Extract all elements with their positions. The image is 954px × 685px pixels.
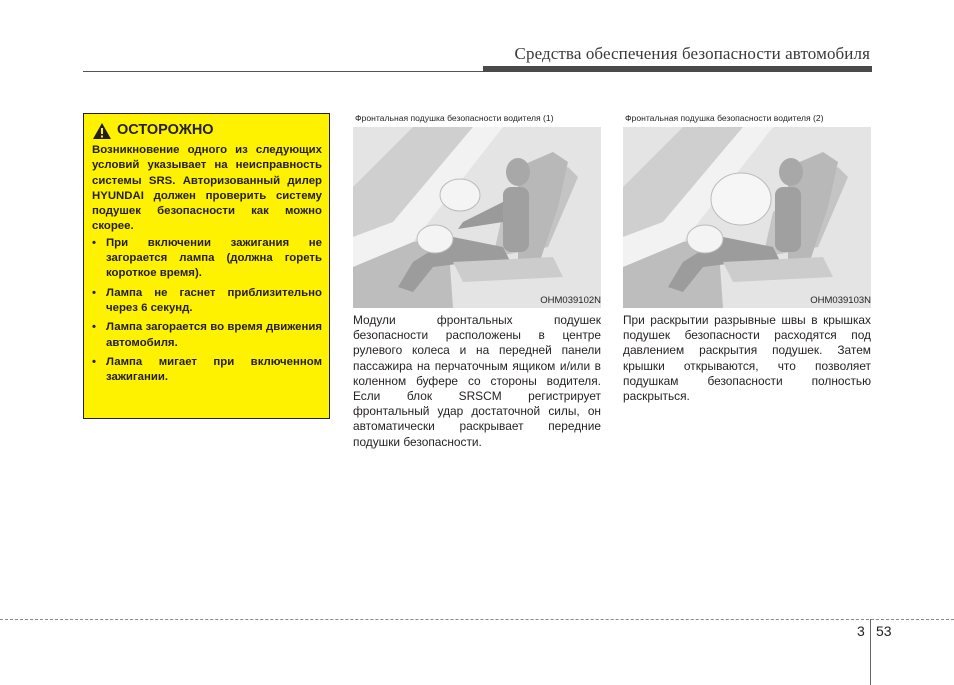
bullet: • — [92, 236, 96, 249]
airbag-illustration-1 — [353, 127, 601, 308]
warning-list — [92, 236, 322, 386]
figure-2-illustration — [623, 127, 871, 308]
warning-intro: Возникновение одного из следующих условий указывает на неисправность системы SRS. Авторизованный дилер HYUNDAI должен проверить систему подушек безопасности как можно скорее. — [92, 144, 322, 233]
header-rule-thin — [83, 71, 483, 72]
bullet: • — [92, 286, 96, 299]
figure-2-text: При раскрытии разрывные швы в крышках подушек безопасности расходятся под давлением раскрытия подушек. Затем крышки открываются, что позволяет подушкам безопасности полностью раскрыться. — [623, 313, 871, 404]
warning-triangle-icon — [92, 122, 112, 140]
page-number: 53 — [876, 623, 892, 639]
warning-item-text: Лампа не гаснет приблизительно через 6 секунд. — [106, 286, 322, 314]
figure-1-code: OHM039102N — [540, 295, 601, 306]
warning-item-text: Лампа загорается во время движения автомобиля. — [106, 321, 322, 349]
bullet: • — [92, 321, 96, 334]
warning-list-item — [92, 355, 322, 386]
warning-item-text: При включении зажигания не загорается лампа (должна гореть короткое время). — [106, 236, 322, 280]
warning-box — [83, 113, 330, 419]
figure-2-caption: Фронтальная подушка безопасности водителя (2) — [625, 113, 824, 123]
footer-vertical-rule — [870, 619, 871, 685]
bullet: • — [92, 355, 96, 368]
footer-divider — [0, 619, 954, 620]
warning-list-item — [92, 320, 322, 351]
figure-1-illustration — [353, 127, 601, 308]
figure-1-caption: Фронтальная подушка безопасности водителя (1) — [355, 113, 554, 123]
header-rule-thick — [483, 66, 872, 72]
figure-2-code: OHM039103N — [810, 295, 871, 306]
airbag-illustration-2 — [623, 127, 871, 308]
page-header-title: Средства обеспечения безопасности автомобиля — [514, 44, 870, 63]
figure-1-text: Модули фронтальных подушек безопасности расположены в центре рулевого колеса и на передней панели пассажира на перчаточным ящиком и/или в коленном буфере со стороны водителя. Если блок SRSCM регистрирует фронтальный удар достаточной силы, он автоматически раскрывает передние подушки безопасности. — [353, 313, 601, 449]
warning-heading — [92, 122, 322, 140]
warning-item-text: Лампа мигает при включенном зажигании. — [106, 355, 322, 384]
warning-list-item — [92, 236, 322, 282]
chapter-number: 3 — [857, 623, 865, 639]
warning-list-item — [92, 286, 322, 317]
warning-title: ОСТОРОЖНО — [117, 122, 214, 139]
